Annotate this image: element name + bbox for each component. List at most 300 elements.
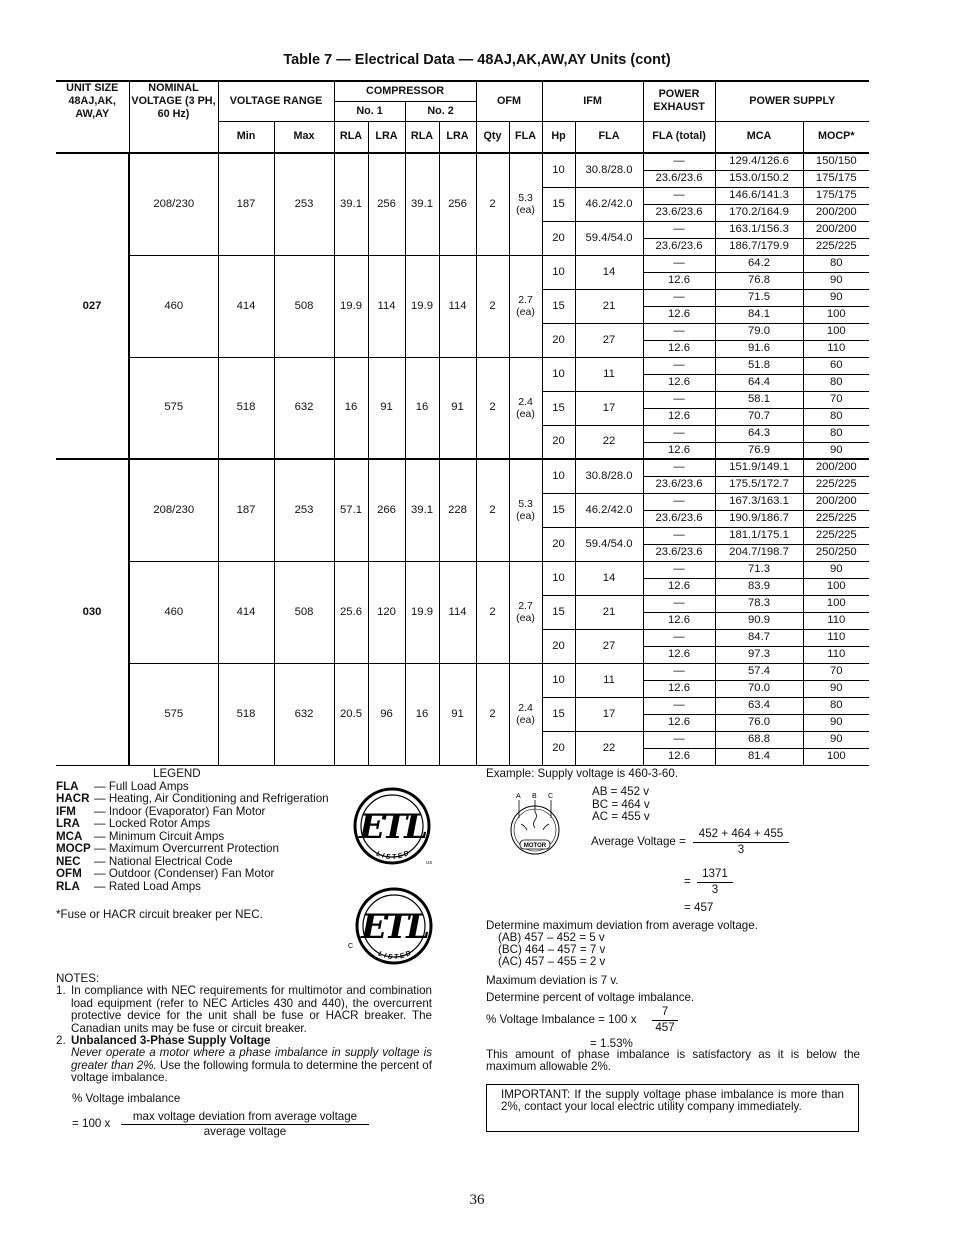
ifm-hp-cell: 10: [542, 255, 575, 289]
mocp-cell: 90: [803, 561, 869, 578]
unit-size-cell: 027: [82, 299, 102, 312]
legend-definition: — Indoor (Evaporator) Fan Motor: [94, 804, 266, 818]
mocp-cell: 70: [803, 391, 869, 408]
ifm-hp-cell: 10: [542, 153, 575, 187]
imbalance-formula: [56, 1093, 432, 1145]
listed-lettering: LISTED: [377, 948, 415, 962]
nominal-voltage-cell: 460: [129, 255, 218, 357]
ifm-hp-cell: 15: [542, 187, 575, 221]
mca-cell: 79.0: [715, 323, 803, 340]
note-2-rest: Use the following formula to determine the percent of voltage imbalance.: [71, 1058, 432, 1085]
mca-cell: 58.1: [715, 391, 803, 408]
mca-cell: 129.4/126.6: [715, 153, 803, 170]
mocp-cell: 200/200: [803, 221, 869, 238]
mocp-cell: 250/250: [803, 544, 869, 561]
compressor1-rla-cell: 39.1: [334, 153, 368, 255]
mocp-cell: 175/175: [803, 187, 869, 204]
compressor2-lra-cell: 256: [439, 153, 476, 255]
mca-cell: 84.1: [715, 306, 803, 323]
voltage-min-cell: 187: [218, 459, 274, 561]
mca-cell: 64.2: [715, 255, 803, 272]
power-exhaust-fla-cell: —: [643, 561, 715, 578]
mca-cell: 146.6/141.3: [715, 187, 803, 204]
page-number: 36: [469, 1192, 485, 1208]
legend-abbreviation: RLA: [56, 879, 80, 893]
legend-abbreviation: OFM: [56, 867, 82, 880]
power-exhaust-fla-cell: 23.6/23.6: [643, 204, 715, 221]
ifm-hp-cell: 10: [542, 357, 575, 391]
deviation-title: Determine maximum deviation from average voltage.: [486, 919, 758, 932]
mca-cell: 153.0/150.2: [715, 170, 803, 187]
compressor2-rla-cell: 16: [405, 357, 439, 459]
us-mark: US: [426, 860, 433, 865]
compressor1-lra-cell: 114: [368, 255, 405, 357]
mocp-cell: 80: [803, 255, 869, 272]
table-row: [56, 357, 869, 374]
header-unit-size: UNIT SIZE 48AJ,AK, AW,AY: [56, 81, 129, 121]
mocp-cell: 100: [803, 578, 869, 595]
compressor2-rla-cell: 16: [405, 663, 439, 765]
ofm-qty-cell: 2: [476, 153, 509, 255]
example-bc: BC = 464 v: [592, 798, 650, 811]
mca-cell: 64.3: [715, 425, 803, 442]
sum-denominator: 3: [711, 883, 719, 896]
ifm-fla-cell: 14: [575, 255, 643, 289]
power-exhaust-fla-cell: 23.6/23.6: [643, 238, 715, 255]
voltage-min-cell: 187: [218, 153, 274, 255]
voltage-max-cell: 253: [274, 153, 334, 255]
mca-cell: 63.4: [715, 697, 803, 714]
compressor2-rla-cell: 39.1: [405, 459, 439, 561]
voltage-max-cell: 253: [274, 459, 334, 561]
legend-title: LEGEND: [153, 767, 201, 780]
nominal-voltage-cell: 575: [129, 663, 218, 765]
ofm-fla-cell: 2.7 (ea): [509, 561, 542, 663]
power-exhaust-fla-cell: —: [643, 527, 715, 544]
power-exhaust-fla-cell: 12.6: [643, 714, 715, 731]
voltage-max-cell: 508: [274, 255, 334, 357]
power-exhaust-fla-cell: 12.6: [643, 340, 715, 357]
legend-item: [56, 818, 356, 831]
formula-denominator: average voltage: [203, 1124, 287, 1138]
mocp-cell: 200/200: [803, 204, 869, 221]
mca-cell: 190.9/186.7: [715, 510, 803, 527]
ifm-fla-cell: 59.4/54.0: [575, 527, 643, 561]
formula-eq: = 100 x: [72, 1116, 111, 1130]
power-exhaust-fla-cell: —: [643, 153, 715, 170]
voltage-max-cell: 632: [274, 357, 334, 459]
mocp-cell: 225/225: [803, 527, 869, 544]
header-ofm-fla: FLA: [509, 121, 542, 153]
ifm-fla-cell: 30.8/28.0: [575, 153, 643, 187]
mocp-cell: 80: [803, 374, 869, 391]
compressor1-lra-cell: 266: [368, 459, 405, 561]
power-exhaust-fla-cell: —: [643, 459, 715, 476]
note-1: [56, 985, 432, 1035]
ofm-qty-cell: 2: [476, 357, 509, 459]
header-nominal-voltage-cont: [129, 121, 218, 153]
legend-item: [56, 843, 356, 856]
formula-numerator: max voltage deviation from average voltage: [121, 1111, 369, 1125]
power-exhaust-fla-cell: —: [643, 323, 715, 340]
example-conclusion: This amount of phase imbalance is satisfactory as it is below the maximum allowable 2%.: [486, 1048, 860, 1074]
table-row: [56, 153, 869, 170]
ifm-fla-cell: 30.8/28.0: [575, 459, 643, 493]
compressor2-rla-cell: 19.9: [405, 255, 439, 357]
mca-cell: 84.7: [715, 629, 803, 646]
header-compressor-no1: No. 1: [334, 101, 405, 121]
etl-listed-us-logo: [352, 786, 436, 870]
ofm-qty-cell: 2: [476, 459, 509, 561]
mca-cell: 51.8: [715, 357, 803, 374]
ifm-hp-cell: 15: [542, 595, 575, 629]
power-exhaust-fla-cell: 23.6/23.6: [643, 170, 715, 187]
example-ac: AC = 455 v: [592, 810, 650, 823]
legend-item: [56, 868, 356, 881]
ifm-hp-cell: 20: [542, 731, 575, 765]
ifm-fla-cell: 11: [575, 663, 643, 697]
power-exhaust-fla-cell: 12.6: [643, 272, 715, 289]
ifm-hp-cell: 20: [542, 323, 575, 357]
header-lra-1: LRA: [368, 121, 405, 153]
ifm-fla-cell: 14: [575, 561, 643, 595]
ifm-hp-cell: 15: [542, 391, 575, 425]
electrical-data-table-wrapper: [56, 80, 861, 766]
compressor1-rla-cell: 25.6: [334, 561, 368, 663]
note-2: [56, 1035, 432, 1085]
etl-lettering: ETL: [358, 807, 426, 847]
mocp-cell: 200/200: [803, 459, 869, 476]
power-exhaust-fla-cell: 12.6: [643, 306, 715, 323]
mocp-cell: 80: [803, 408, 869, 425]
power-exhaust-fla-cell: —: [643, 493, 715, 510]
legend-items: [56, 781, 356, 894]
mocp-cell: 90: [803, 442, 869, 459]
note-1-number: 1.: [56, 984, 66, 998]
page-title: Table 7 — Electrical Data — 48AJ,AK,AW,AY Units (cont): [283, 52, 671, 68]
voltage-min-cell: 518: [218, 357, 274, 459]
compressor1-lra-cell: 120: [368, 561, 405, 663]
mocp-cell: 100: [803, 323, 869, 340]
mca-cell: 163.1/156.3: [715, 221, 803, 238]
power-exhaust-fla-cell: 23.6/23.6: [643, 510, 715, 527]
legend: [56, 768, 356, 893]
formula-label: % Voltage imbalance: [72, 1091, 181, 1105]
compressor1-rla-cell: 19.9: [334, 255, 368, 357]
mca-cell: 70.0: [715, 680, 803, 697]
ifm-hp-cell: 20: [542, 425, 575, 459]
sum-eq: =: [684, 875, 691, 888]
notes: [56, 973, 432, 1145]
ofm-fla-cell: 5.3 (ea): [509, 459, 542, 561]
compressor1-rla-cell: 16: [334, 357, 368, 459]
header-qty: Qty: [476, 121, 509, 153]
mca-cell: 70.7: [715, 408, 803, 425]
nominal-voltage-cell: 575: [129, 357, 218, 459]
important-notice: IMPORTANT: If the supply voltage phase imbalance is more than 2%, contact your local electric utility company immediately.: [486, 1084, 859, 1132]
ifm-hp-cell: 20: [542, 221, 575, 255]
header-min: Min: [218, 121, 274, 153]
percent-title: Determine percent of voltage imbalance.: [486, 991, 695, 1004]
ifm-hp-cell: 15: [542, 493, 575, 527]
power-exhaust-fla-cell: 12.6: [643, 408, 715, 425]
mocp-cell: 100: [803, 306, 869, 323]
mca-cell: 175.5/172.7: [715, 476, 803, 493]
ofm-fla-cell: 2.7 (ea): [509, 255, 542, 357]
compressor2-lra-cell: 114: [439, 255, 476, 357]
avg-numerator: 452 + 464 + 455: [698, 827, 784, 840]
power-exhaust-fla-cell: 12.6: [643, 442, 715, 459]
legend-abbreviation: IFM: [56, 804, 76, 818]
ofm-qty-cell: 2: [476, 561, 509, 663]
power-exhaust-fla-cell: —: [643, 595, 715, 612]
notes-title: NOTES:: [56, 972, 100, 985]
legend-item: [56, 793, 356, 806]
mocp-cell: 225/225: [803, 476, 869, 493]
compressor2-lra-cell: 228: [439, 459, 476, 561]
avg-denominator: 3: [737, 843, 745, 856]
power-exhaust-fla-cell: —: [643, 289, 715, 306]
mca-cell: 186.7/179.9: [715, 238, 803, 255]
mca-cell: 68.8: [715, 731, 803, 748]
mca-cell: 90.9: [715, 612, 803, 629]
power-exhaust-fla-cell: —: [643, 187, 715, 204]
mca-cell: 167.3/163.1: [715, 493, 803, 510]
motor-diagram: [504, 790, 566, 858]
mocp-cell: 70: [803, 663, 869, 680]
nominal-voltage-cell: 460: [129, 561, 218, 663]
voltage-min-cell: 414: [218, 255, 274, 357]
mocp-cell: 110: [803, 629, 869, 646]
note-2-body: [71, 1035, 432, 1085]
ifm-fla-cell: 22: [575, 425, 643, 459]
mocp-cell: 100: [803, 748, 869, 765]
voltage-min-cell: 414: [218, 561, 274, 663]
header-voltage-range: VOLTAGE RANGE: [218, 81, 334, 121]
mca-cell: 151.9/149.1: [715, 459, 803, 476]
legend-abbreviation: LRA: [56, 817, 80, 830]
header-mocp: MOCP*: [803, 121, 869, 153]
power-exhaust-fla-cell: 12.6: [643, 680, 715, 697]
terminal-a-label: A: [516, 793, 521, 800]
ifm-hp-cell: 20: [542, 629, 575, 663]
power-exhaust-fla-cell: —: [643, 255, 715, 272]
compressor1-rla-cell: 57.1: [334, 459, 368, 561]
ifm-fla-cell: 17: [575, 391, 643, 425]
compressor1-lra-cell: 96: [368, 663, 405, 765]
legend-abbreviation: NEC: [56, 854, 81, 868]
percent-result: = 1.53%: [590, 1037, 633, 1050]
ifm-fla-cell: 27: [575, 323, 643, 357]
power-exhaust-fla-cell: —: [643, 629, 715, 646]
ifm-hp-cell: 10: [542, 459, 575, 493]
mca-cell: 76.8: [715, 272, 803, 289]
mocp-cell: 110: [803, 612, 869, 629]
deviation-ab: (AB) 457 – 452 = 5 v: [498, 931, 605, 944]
avg-result: = 457: [684, 901, 714, 914]
mca-cell: 57.4: [715, 663, 803, 680]
legend-definition: — Locked Rotor Amps: [94, 817, 210, 830]
compressor1-lra-cell: 256: [368, 153, 405, 255]
ifm-fla-cell: 27: [575, 629, 643, 663]
ifm-fla-cell: 21: [575, 595, 643, 629]
mocp-cell: 90: [803, 289, 869, 306]
ifm-hp-cell: 10: [542, 663, 575, 697]
header-unit-size-cont: [56, 121, 129, 153]
mca-cell: 64.4: [715, 374, 803, 391]
ofm-fla-cell: 2.4 (ea): [509, 663, 542, 765]
mocp-cell: 150/150: [803, 153, 869, 170]
compressor2-lra-cell: 91: [439, 357, 476, 459]
terminal-b-label: B: [532, 793, 537, 800]
table-row: [56, 561, 869, 578]
mca-cell: 81.4: [715, 748, 803, 765]
mocp-cell: 110: [803, 340, 869, 357]
header-max: Max: [274, 121, 334, 153]
legend-item: [56, 881, 356, 894]
etl-lettering: ETL: [360, 907, 428, 947]
compressor2-lra-cell: 91: [439, 663, 476, 765]
avg-voltage-label: Average Voltage =: [591, 835, 686, 848]
table-row: [56, 663, 869, 680]
header-ofm: OFM: [476, 81, 542, 121]
table-row: [56, 459, 869, 476]
unit-size-cell: 030: [56, 459, 129, 765]
ifm-hp-cell: 15: [542, 289, 575, 323]
c-mark: C: [348, 943, 354, 950]
mca-cell: 83.9: [715, 578, 803, 595]
header-pe-fla: FLA (total): [643, 121, 715, 153]
ifm-hp-cell: 15: [542, 697, 575, 731]
legend-definition: — Maximum Overcurrent Protection: [94, 842, 279, 855]
mca-cell: 78.3: [715, 595, 803, 612]
legend-definition: — Rated Load Amps: [94, 879, 201, 893]
mocp-cell: 225/225: [803, 510, 869, 527]
power-exhaust-fla-cell: 12.6: [643, 748, 715, 765]
mocp-cell: 90: [803, 272, 869, 289]
power-exhaust-fla-cell: —: [643, 221, 715, 238]
legend-definition: — Heating, Air Conditioning and Refrigeration: [94, 792, 329, 805]
mocp-cell: 175/175: [803, 170, 869, 187]
mocp-cell: 90: [803, 680, 869, 697]
power-exhaust-fla-cell: 12.6: [643, 646, 715, 663]
compressor1-lra-cell: 91: [368, 357, 405, 459]
power-exhaust-fla-cell: 12.6: [643, 578, 715, 595]
mocp-cell: 60: [803, 357, 869, 374]
header-power-exhaust: POWER EXHAUST: [643, 81, 715, 121]
header-rla-2: RLA: [405, 121, 439, 153]
table-footnote: *Fuse or HACR circuit breaker per NEC.: [56, 908, 263, 921]
header-power-supply: POWER SUPPLY: [715, 81, 869, 121]
note-2-warning: Never operate a motor where a phase imbalance in supply voltage is greater than 2%.: [71, 1046, 432, 1072]
ofm-qty-cell: 2: [476, 663, 509, 765]
ofm-fla-cell: 5.3 (ea): [509, 153, 542, 255]
power-exhaust-fla-cell: —: [643, 391, 715, 408]
mocp-cell: 225/225: [803, 238, 869, 255]
mca-cell: 181.1/175.1: [715, 527, 803, 544]
legend-definition: — Minimum Circuit Amps: [94, 829, 225, 843]
legend-abbreviation: MCA: [56, 829, 83, 843]
mca-cell: 71.5: [715, 289, 803, 306]
mca-cell: 204.7/198.7: [715, 544, 803, 561]
ifm-fla-cell: 46.2/42.0: [575, 493, 643, 527]
note-2-number: 2.: [56, 1034, 66, 1048]
percent-label: % Voltage Imbalance = 100 x: [486, 1013, 637, 1026]
power-exhaust-fla-cell: 23.6/23.6: [643, 544, 715, 561]
mca-cell: 71.3: [715, 561, 803, 578]
table-row: [56, 255, 869, 272]
ofm-fla-cell: 2.4 (ea): [509, 357, 542, 459]
example-intro: Example: Supply voltage is 460-3-60.: [486, 767, 679, 780]
header-mca: MCA: [715, 121, 803, 153]
header-ifm-fla: FLA: [575, 121, 643, 153]
legend-abbreviation: MOCP: [56, 842, 91, 855]
etl-listed-c-logo: [344, 886, 440, 970]
power-exhaust-fla-cell: —: [643, 697, 715, 714]
header-rla-1: RLA: [334, 121, 368, 153]
electrical-data-table: [56, 80, 869, 766]
power-exhaust-fla-cell: —: [643, 425, 715, 442]
voltage-min-cell: 518: [218, 663, 274, 765]
mocp-cell: 90: [803, 714, 869, 731]
deviation-ac: (AC) 457 – 455 = 2 v: [498, 955, 606, 968]
header-lra-2: LRA: [439, 121, 476, 153]
mca-cell: 170.2/164.9: [715, 204, 803, 221]
power-exhaust-fla-cell: —: [643, 357, 715, 374]
power-exhaust-fla-cell: 12.6: [643, 612, 715, 629]
listed-lettering: LISTED: [375, 848, 413, 862]
terminal-c-label: C: [548, 793, 554, 800]
ifm-fla-cell: 22: [575, 731, 643, 765]
mocp-cell: 200/200: [803, 493, 869, 510]
percent-numerator: 7: [661, 1005, 669, 1018]
voltage-max-cell: 632: [274, 663, 334, 765]
ifm-fla-cell: 59.4/54.0: [575, 221, 643, 255]
sum-numerator: 1371: [702, 867, 728, 880]
example-ab: AB = 452 v: [592, 785, 650, 798]
mocp-cell: 80: [803, 425, 869, 442]
voltage-max-cell: 508: [274, 561, 334, 663]
header-ifm: IFM: [542, 81, 643, 121]
mca-cell: 76.0: [715, 714, 803, 731]
percent-denominator: 457: [655, 1021, 675, 1034]
mocp-cell: 90: [803, 731, 869, 748]
compressor2-rla-cell: 39.1: [405, 153, 439, 255]
legend-definition: — National Electrical Code: [94, 854, 233, 868]
mca-cell: 76.9: [715, 442, 803, 459]
mca-cell: 91.6: [715, 340, 803, 357]
motor-label: MOTOR: [523, 843, 547, 849]
legend-abbreviation: FLA: [56, 779, 79, 793]
nominal-voltage-cell: 208/230: [129, 153, 218, 255]
power-exhaust-fla-cell: 12.6: [643, 374, 715, 391]
note-1-text: In compliance with NEC requirements for multimotor and combination load equipment (refer to NEC Articles 430 and 440), the overcurrent protective device for the unit shall be fuse or HACR breaker. The Canadian units may be fuse or circuit breaker.: [71, 984, 432, 1035]
ifm-fla-cell: 17: [575, 697, 643, 731]
note-2-title: Unbalanced 3-Phase Supply Voltage: [71, 1034, 271, 1048]
power-exhaust-fla-cell: 23.6/23.6: [643, 476, 715, 493]
nominal-voltage-cell: 208/230: [129, 459, 218, 561]
compressor2-lra-cell: 114: [439, 561, 476, 663]
header-compressor: COMPRESSOR: [334, 81, 476, 101]
legend-definition: — Outdoor (Condenser) Fan Motor: [94, 867, 275, 880]
mocp-cell: 100: [803, 595, 869, 612]
compressor1-rla-cell: 20.5: [334, 663, 368, 765]
mocp-cell: 110: [803, 646, 869, 663]
max-deviation: Maximum deviation is 7 v.: [486, 974, 619, 987]
header-hp: Hp: [542, 121, 575, 153]
header-compressor-no2: No. 2: [405, 101, 476, 121]
power-exhaust-fla-cell: —: [643, 663, 715, 680]
